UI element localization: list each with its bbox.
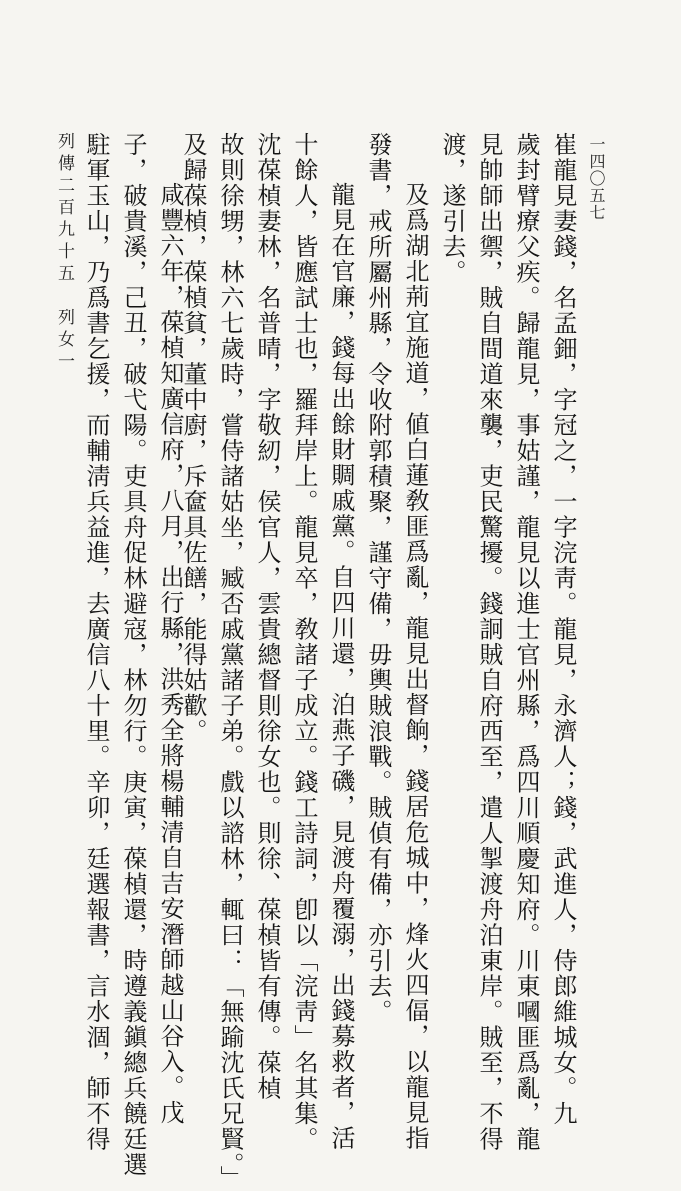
- text-column-9: 沈葆楨妻林，名普晴，字敬紉，侯官人，雲貴總督則徐女也。則徐、葆楨皆有傳。葆楨: [253, 132, 281, 1101]
- text-column-13: 子，破貴溪，己丑，破弋陽。吏具舟促林避寇，林勿行。庚寅，葆楨還，時遵義鎭總兵饒廷選: [119, 132, 147, 1178]
- page-number: 一四〇五七: [587, 136, 606, 221]
- running-title: 列傳二百九十五 列女一: [54, 132, 74, 374]
- text-column-10: 故則徐甥，林六七歲時，嘗侍諸姑坐，臧否戚黨諸子弟。戲以諮林，輒曰：「無踰沈氏兄賢。」: [216, 132, 244, 1191]
- text-column-11: 及歸葆楨，葆楨貧，董中廚，斥奩具佐饍，能得姑歡。: [179, 132, 207, 744]
- text-column-14: 駐軍玉山，乃爲書乞援，而輔淸兵益進，去廣信八十里。辛卯，廷選報書，言水涸，師不得: [82, 132, 110, 1152]
- text-column-8: 十餘人，皆應試士也，羅拜岸上。龍見卒，敎諸子成立。錢工詩詞，卽以「浣靑」名其集。: [290, 132, 318, 1152]
- text-column-7: 龍見在官廉，錢每出餘財賙戚黨。自四川還，泊燕子磯，見渡舟覆溺，出錢募救者，活: [327, 182, 355, 1151]
- text-column-1: 崔龍見妻錢，名孟鈿，字冠之，一字浣靑。龍見，永濟人；錢，武進人，侍郎維城女。九: [549, 132, 577, 1127]
- text-column-3: 見帥師出禦，賊自間道來襲，吏民驚擾。錢詗賊自府西至，遣人掣渡舟泊東岸。賊至，不得: [475, 132, 503, 1152]
- text-column-2: 歲封臂療父疾。歸龍見，事姑謹，龍見以進士官州縣，爲四川順慶知府。川東嘓匪爲亂，龍: [512, 132, 540, 1152]
- text-column-6: 發書，戒所屬州縣，令收附郭積聚，謹守備，毋輿賊浪戰。賊偵有備，亦引去。: [364, 132, 392, 1025]
- text-column-4: 渡，遂引去。: [438, 132, 466, 285]
- text-column-12: 咸豐六年，葆楨知廣信府，八月，出行縣，洪秀全將楊輔清自吉安潛師越山谷入。戊: [156, 182, 184, 1126]
- text-column-5: 及爲湖北荊宜施道，値白蓮敎匪爲亂，龍見出督餉，錢居危城中，烽火四偪，以龍見指: [401, 182, 429, 1151]
